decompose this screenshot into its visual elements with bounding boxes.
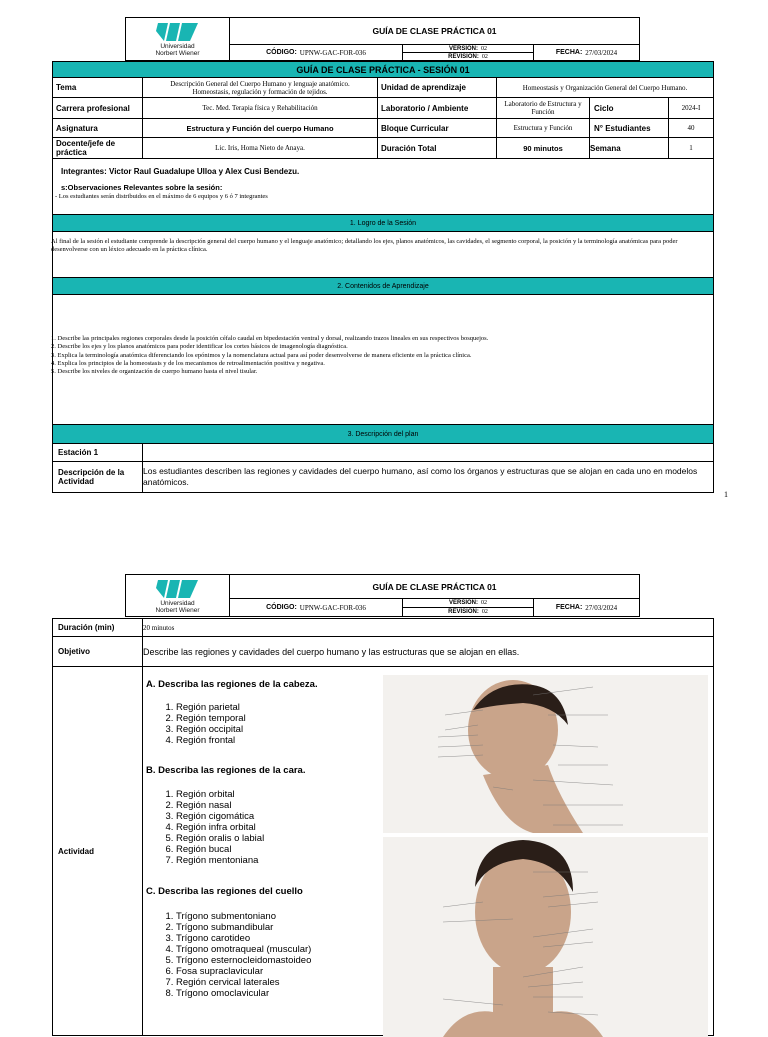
carrera-value: Tec. Med. Terapia física y Rehabilitación [142,97,378,119]
contenido-item: 2. Describe los ejes y los planos anatómicos para poder identificar los cortes básicos de imagenología diagnóstica. [51,343,348,351]
list-item: 5. Región oralis o labial [176,833,264,844]
bloque-value: Estructura y Función [496,118,590,138]
header-title: GUÍA DE CLASE PRÁCTICA 01 [229,574,640,599]
duracion-label: Duración Total [377,137,497,159]
section-c-title: C. Describa las regiones del cuello [146,886,303,897]
docente-value: Lic. Iris, Homa Nieto de Anaya. [142,137,378,159]
carrera-label: Carrera profesional [52,97,143,119]
actividad-label: Actividad [52,666,143,1036]
logo-icon [156,578,200,600]
nest-value: 40 [668,118,714,138]
revision-cell [402,52,534,61]
section-b-title: B. Describa las regiones de la cara. [146,765,306,776]
list-item: 1. Trígono submentoniano [176,911,311,922]
fecha-cell [533,44,640,61]
list-item: 3. Trígono carotideo [176,933,311,944]
contenido-item: 5. Describe los niveles de organización de cuerpo humano hasta el nivel tisular. [51,368,258,376]
head-frontal-figure [383,837,708,1037]
observaciones-box [52,158,714,215]
logo-line2: Norbert Wiener [155,606,200,614]
bloque-label: Bloque Curricular [377,118,497,138]
logo-icon [156,21,200,43]
head-lateral-figure [383,675,708,833]
objetivo-label: Objetivo [52,636,143,667]
actividad-content [142,666,714,1036]
list-item: 2. Región nasal [176,800,264,811]
head-lateral-illustration [383,675,708,833]
list-item: 2. Región temporal [176,713,246,724]
fecha-label: FECHA: [555,603,583,611]
list-item: 6. Fosa supraclavicular [176,966,311,977]
version-label: VERSIÓN: [448,45,478,52]
estacion-label: Estación 1 [52,443,143,462]
list-item: 1. Región parietal [176,702,246,713]
logo-line1: Universidad [160,599,195,607]
unidad-label: Unidad de aprendizaje [377,77,497,98]
tema-label: Tema [52,77,143,98]
codigo-cell [229,44,403,61]
header-title: GUÍA DE CLASE PRÁCTICA 01 [229,17,640,45]
list-item: 6. Región bucal [176,844,264,855]
estacion-value [142,443,714,462]
asignatura-value: Estructura y Función del cuerpo Humano [142,118,378,138]
section-a-title: A. Describa las regiones de la cabeza. [146,679,318,690]
lab-value: Laboratorio de Estructura y Función [496,97,590,119]
list-item: 1. Región orbital [176,789,264,800]
list-item: 3. Región cigomática [176,811,264,822]
semana-value: 1 [668,137,714,159]
revision-label: REVISIÓN: [448,609,479,615]
p2-duracion-label: Duración (min) [52,618,143,637]
unidad-value: Homeostasis y Organización General del Cuerpo Humano. [496,77,714,98]
revision-cell [402,607,534,617]
section-c-list [148,911,311,999]
session-title: GUÍA DE CLASE PRÁCTICA - SESIÓN 01 [52,61,714,78]
logo-line2: Norbert Wiener [155,50,200,57]
observaciones-title: s:Observaciones Relevantes sobre la sesión: [61,183,223,192]
logo-line1: Universidad [160,43,195,50]
integrantes-text: Integrantes: Victor Raul Guadalupe Ulloa y Alex Cusi Bendezu. [61,167,300,176]
list-item: 3. Región occipital [176,724,246,735]
p2-duracion-value: 20 minutos [142,618,714,637]
logro-title: 1. Logro de la Sesión [52,214,714,232]
university-logo [125,17,230,61]
asignatura-label: Asignatura [52,118,143,138]
list-item: 5. Trígono esternocleidomastoideo [176,955,311,966]
docente-label: Docente/jefe de práctica [52,137,143,159]
revision-label: REVISIÓN: [448,53,479,60]
fecha-cell [533,598,640,617]
fecha-label: FECHA: [555,48,583,56]
contenido-item: 4. Explica los principios de la homeostasis y de los mecanismos de retroalimentación positiva y negativa. [51,359,325,367]
fecha-value: 27/03/2024 [585,603,618,612]
version-label: VERSIÓN: [448,600,478,606]
revision-value: 02 [481,53,488,60]
descact-text: Los estudiantes describen las regiones y cavidades del cuerpo humano, así como los órganos y estructuras que se alojan en cada uno en modelos anatómicos. [142,461,714,493]
section-b-list [148,789,264,866]
list-item: 7. Región cervical laterales [176,977,311,988]
descact-label: Descripción de la Actividad [52,461,143,493]
fecha-value: 27/03/2024 [585,48,618,57]
list-item: 4. Región infra orbital [176,822,264,833]
ciclo-label: Ciclo [589,97,669,119]
list-item: 4. Trígono omotraqueal (muscular) [176,944,311,955]
tema-value: Descripción General del Cuerpo Humano y lenguaje anatómico. Homeostasis, regulación y formación de tejidos. [142,77,378,98]
version-value: 02 [481,600,487,606]
list-item: 7. Región mentoniana [176,855,264,866]
codigo-label: CÓDIGO: [266,48,297,56]
objetivo-value: Describe las regiones y cavidades del cuerpo humano y las estructuras que se alojan en ellas. [142,636,714,667]
list-item: 8. Trígono omoclavicular [176,988,311,999]
codigo-value: UPNW-GAC-FOR-036 [299,603,366,612]
codigo-label: CÓDIGO: [266,603,297,611]
section-a-list [148,702,246,746]
page-number: 1 [724,490,728,499]
list-item: 2. Trígono submandibular [176,922,311,933]
codigo-value: UPNW-GAC-FOR-036 [299,48,366,57]
lab-label: Laboratorio / Ambiente [377,97,497,119]
contenido-item: 1. Describe las principales regiones corporales desde la posición céfalo caudal en bipedestación ventral y dorsal, realizando trazos lineales en sus respectivos bosquejos. [51,335,489,342]
contenido-item: 3. Explica la terminología anatómica diferenciando los epónimos y la nomenclatura actual para así poder desenvolverse de manera eficiente en la práctica clínica. [51,351,472,359]
version-value: 02 [481,45,487,52]
list-item: 4. Región frontal [176,735,246,746]
duracion-value: 90 minutos [496,137,590,159]
nest-label: N° Estudiantes [589,118,669,138]
codigo-cell [229,598,403,617]
head-frontal-illustration [383,837,708,1037]
observaciones-text: - Los estudiantes serán distribuidos en el máximo de 6 equipos y 6 ó 7 integrantes [55,193,268,200]
contenidos-title: 2. Contenidos de Aprendizaje [52,277,714,295]
semana-label: Semana [589,137,669,159]
university-logo [125,574,230,617]
contenidos-box [52,294,714,425]
plan-title: 3. Descripción del plan [52,424,714,444]
logro-box [52,231,714,278]
revision-value: 02 [481,609,488,615]
ciclo-value: 2024-I [668,97,714,119]
contenidos-list [51,335,488,376]
logro-text: Al final de la sesión el estudiante comprende la descripción general del cuerpo humano y el lenguaje anatómico; detallando los ejes, planos anatómicos, las cavidades, el segmento corporal, la posición y la terminología anatómicas para poder desenvolverse con un léxico adecuado en la práctica clínica. [51,238,678,253]
